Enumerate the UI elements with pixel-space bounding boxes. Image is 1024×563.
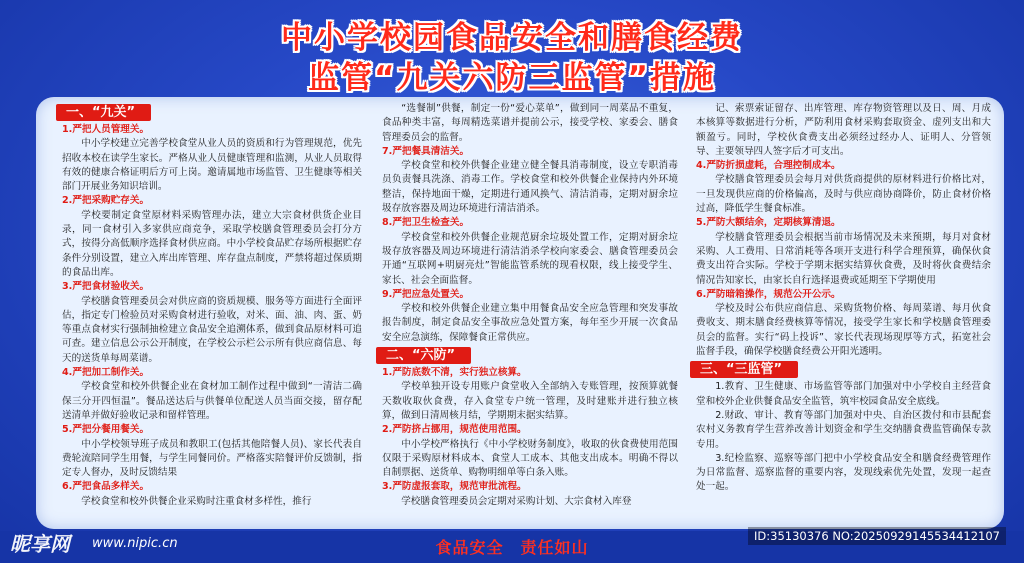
watermark-id: ID:35130376 NO:20250929145534412107 — [748, 527, 1006, 545]
watermark-logo: 昵享网 — [10, 532, 70, 556]
item-title: 4.严把加工制作关。 — [62, 367, 150, 379]
item-paragraph: 学校膳食管理委员会根据当前市场情况及未来预期，每月对食材采购、人工费用、日常消耗等各项开支进行科学合理预算，确保伙食费支出符合实际。学校于学期末据实结算伙食费，及时将伙食费结余情况告知家长，由家长自行选择退费或延期至下学期使用 — [696, 231, 991, 286]
item-title: 6.严把食品多样关。 — [62, 481, 150, 493]
column-2 — [382, 102, 678, 509]
title-line-2: 监管“九关六防三监管”措施 — [308, 60, 716, 96]
item-title: 5.严把分餐用餐关。 — [62, 424, 150, 436]
item-title: 2.严防挤占挪用，规范使用范围。 — [382, 424, 527, 436]
section-heading-three-supervisions: 三、“三监管” — [690, 361, 798, 378]
item-paragraph: 学校膳食管理委员会每月对供货商提供的原材料进行价格比对，一旦发现供应商的价格偏高，及时与供应商协商降价，防止食材价格过高，降低学生餐食标准。 — [696, 174, 991, 215]
item-paragraph: 3.纪检监察、巡察等部门把中小学校食品安全和膳食经费管理作为日常监督、巡察监督的重要内容，发现线索优先处置，发现一起查处一起。 — [696, 452, 991, 493]
item-paragraph: 学校膳食管理委员会定期对采购计划、大宗食材入库登 — [401, 495, 632, 507]
column-3 — [696, 102, 991, 495]
item-paragraph: 1.教育、卫生健康、市场监管等部门加强对中小学校自主经营食堂和校外企业供餐食品安全监管，筑牢校园食品安全底线。 — [696, 381, 991, 407]
item-paragraph: 学校要制定食堂原材料采购管理办法，建立大宗食材供货企业目录，同一食材引入多家供应商竞争，采取学校膳食管理委员会打分方式，按得分高低顺序选择食材供应商。中小学校食品贮存场所根据贮存条件分别设置，建立入库出库管理、库存盘点制度，严禁将超过保质期的食品出库。 — [62, 209, 362, 278]
item-title: 3.严把食材验收关。 — [62, 281, 150, 293]
item-paragraph: 学校食堂和校外供餐企业规范厨余垃圾处置工作，定期对厨余垃圾存放容器及周边环境进行清洁消杀学校向家委会、膳食管理委员会开通“互联网+明厨亮灶”智能监管系统的现看权限，线上接受学生、家长、社会全面监督。 — [382, 231, 678, 286]
section-heading-six-preventions: 二、“六防” — [376, 347, 471, 364]
item-title: 9.严把应急处置关。 — [382, 288, 470, 300]
item-paragraph: 2.财政、审计、教育等部门加强对中央、自治区拨付和市县配套农村义务教育学生营养改善计划资金和学生交纳膳食费监管确保专款专用。 — [696, 409, 991, 450]
item-paragraph: 学校食堂和校外供餐企业采购时注重食材多样性，推行 — [81, 495, 312, 507]
item-title: 5.严防大额结余，定期核算清退。 — [696, 217, 841, 229]
item-title: 3.严防虚报套取，规范审批流程。 — [382, 481, 527, 493]
item-title: 6.严防暗箱操作，规范公开公示。 — [696, 288, 841, 300]
item-paragraph: 学校食堂和校外供餐企业建立健全餐具消毒制度，设立专职消毒员负责餐具洗涤、消毒工作。学校食堂和校外供餐企业保持内外环境整洁，保持地面干燥，定期进行通风换气、清洁消毒，定期对厨余垃圾存放容器及周边环境进行清洁消杀。 — [382, 160, 678, 215]
section-heading-nine-gates: 一、“九关” — [56, 104, 151, 121]
item-paragraph: 学校及时公布供应商信息、采购货物价格、每周菜谱、每月伙食费收支、期末膳食经费核算等情况，接受学生家长和学校膳食管理委员会的监督。实行“码上投诉”、家长代表现场现厚等方式，拓宽社会监督手段，确保学校膳食经费公开阳光透明。 — [696, 303, 991, 358]
item-paragraph: 中小学校领导班子成员和教职工(包括其他陪餐人员)、家长代表自费轮流陪同学生用餐，与学生同餐同价。严格落实陪餐评价反馈制，指定专人督办，及时反馈结果 — [62, 438, 362, 479]
item-title: 7.严把餐具清洁关。 — [382, 145, 470, 157]
item-paragraph: 学校和校外供餐企业建立集中用餐食品安全应急管理和突发事故报告制度，制定食品安全事故应急处置方案，每年至少开展一次食品安全应急演练，保障餐食正常供应。 — [382, 303, 678, 343]
column-1 — [62, 102, 362, 509]
item-paragraph: 学校食堂和校外供餐企业在食材加工制作过程中做到“一清洁二确保三分开四恒温”。餐品送达后与供餐单位配送人员当面交接，留存配送清单并做好验收记录和留样管理。 — [62, 381, 362, 421]
slogan: 食品安全 责任如山 — [435, 538, 589, 557]
item-title: 1.严把人员管理关。 — [62, 124, 150, 135]
item-paragraph: 学校膳食管理委员会对供应商的资质规模、服务等方面进行全面评估，指定专门检验员对采购食材进行验收，对米、面、油、肉、蛋、奶等重点食材实行强制抽检建立食品安全追溯体系，做到食品原材料可追可查。建立信息公示公开制度，在学校公示栏公示所有供应商信息、每天的送货单每周菜谱。 — [62, 295, 362, 364]
item-title: 8.严把卫生检查关。 — [382, 217, 470, 229]
content-panel — [36, 97, 1004, 529]
item-paragraph: “选餐制”供餐，制定一份“爱心菜单”，做到同一周菜品不重复，食品种类丰富，每周精选菜谱并提前公示，接受学校、家委会、膳食管理委员会的监督。 — [382, 103, 678, 143]
item-title: 2.严把采购贮存关。 — [62, 195, 150, 207]
item-paragraph: 中小学校建立完善学校食堂从业人员的资质和行为管理规范，优先招收本校在读学生家长。严格从业人员健康管理和监测，从业人员取得有效的健康合格证明后方可上岗。邀请属地市场监管、卫生健康等相关部门开展业务知识培训。 — [62, 138, 362, 193]
item-title: 4.严防折损虚耗，合理控制成本。 — [696, 160, 841, 172]
item-paragraph: 记、索票索证留存、出库管理、库存物资管理以及日、周、月成本核算等数据进行分析，严防利用食材采购套取资金、虚列支出和大额盈亏。同时，学校伙食费支出必须经过经办人、证明人、分管领导、主要领导四人签字后才可支出。 — [696, 103, 991, 157]
watermark-url: www.nipic.cn — [92, 536, 178, 551]
item-paragraph: 学校单独开设专用账户食堂收入全部纳入专账管理，按预算就餐天数收取伙食费，存入食堂专户统一管理，及时建账并进行独立核算，做到日清周核月结，学期期末据实结算。 — [382, 381, 678, 421]
item-paragraph: 中小学校严格执行《中小学校财务制度》，收取的伙食费使用范围仅限于采购原材料成本、食堂人工成本、其他支出成本。明确不得以自制票据、送货单、购物明细单等白条入账。 — [382, 438, 678, 479]
title-line-1: 中小学校园食品安全和膳食经费 — [281, 20, 743, 56]
item-title: 1.严防底数不清，实行独立核算。 — [382, 367, 527, 379]
